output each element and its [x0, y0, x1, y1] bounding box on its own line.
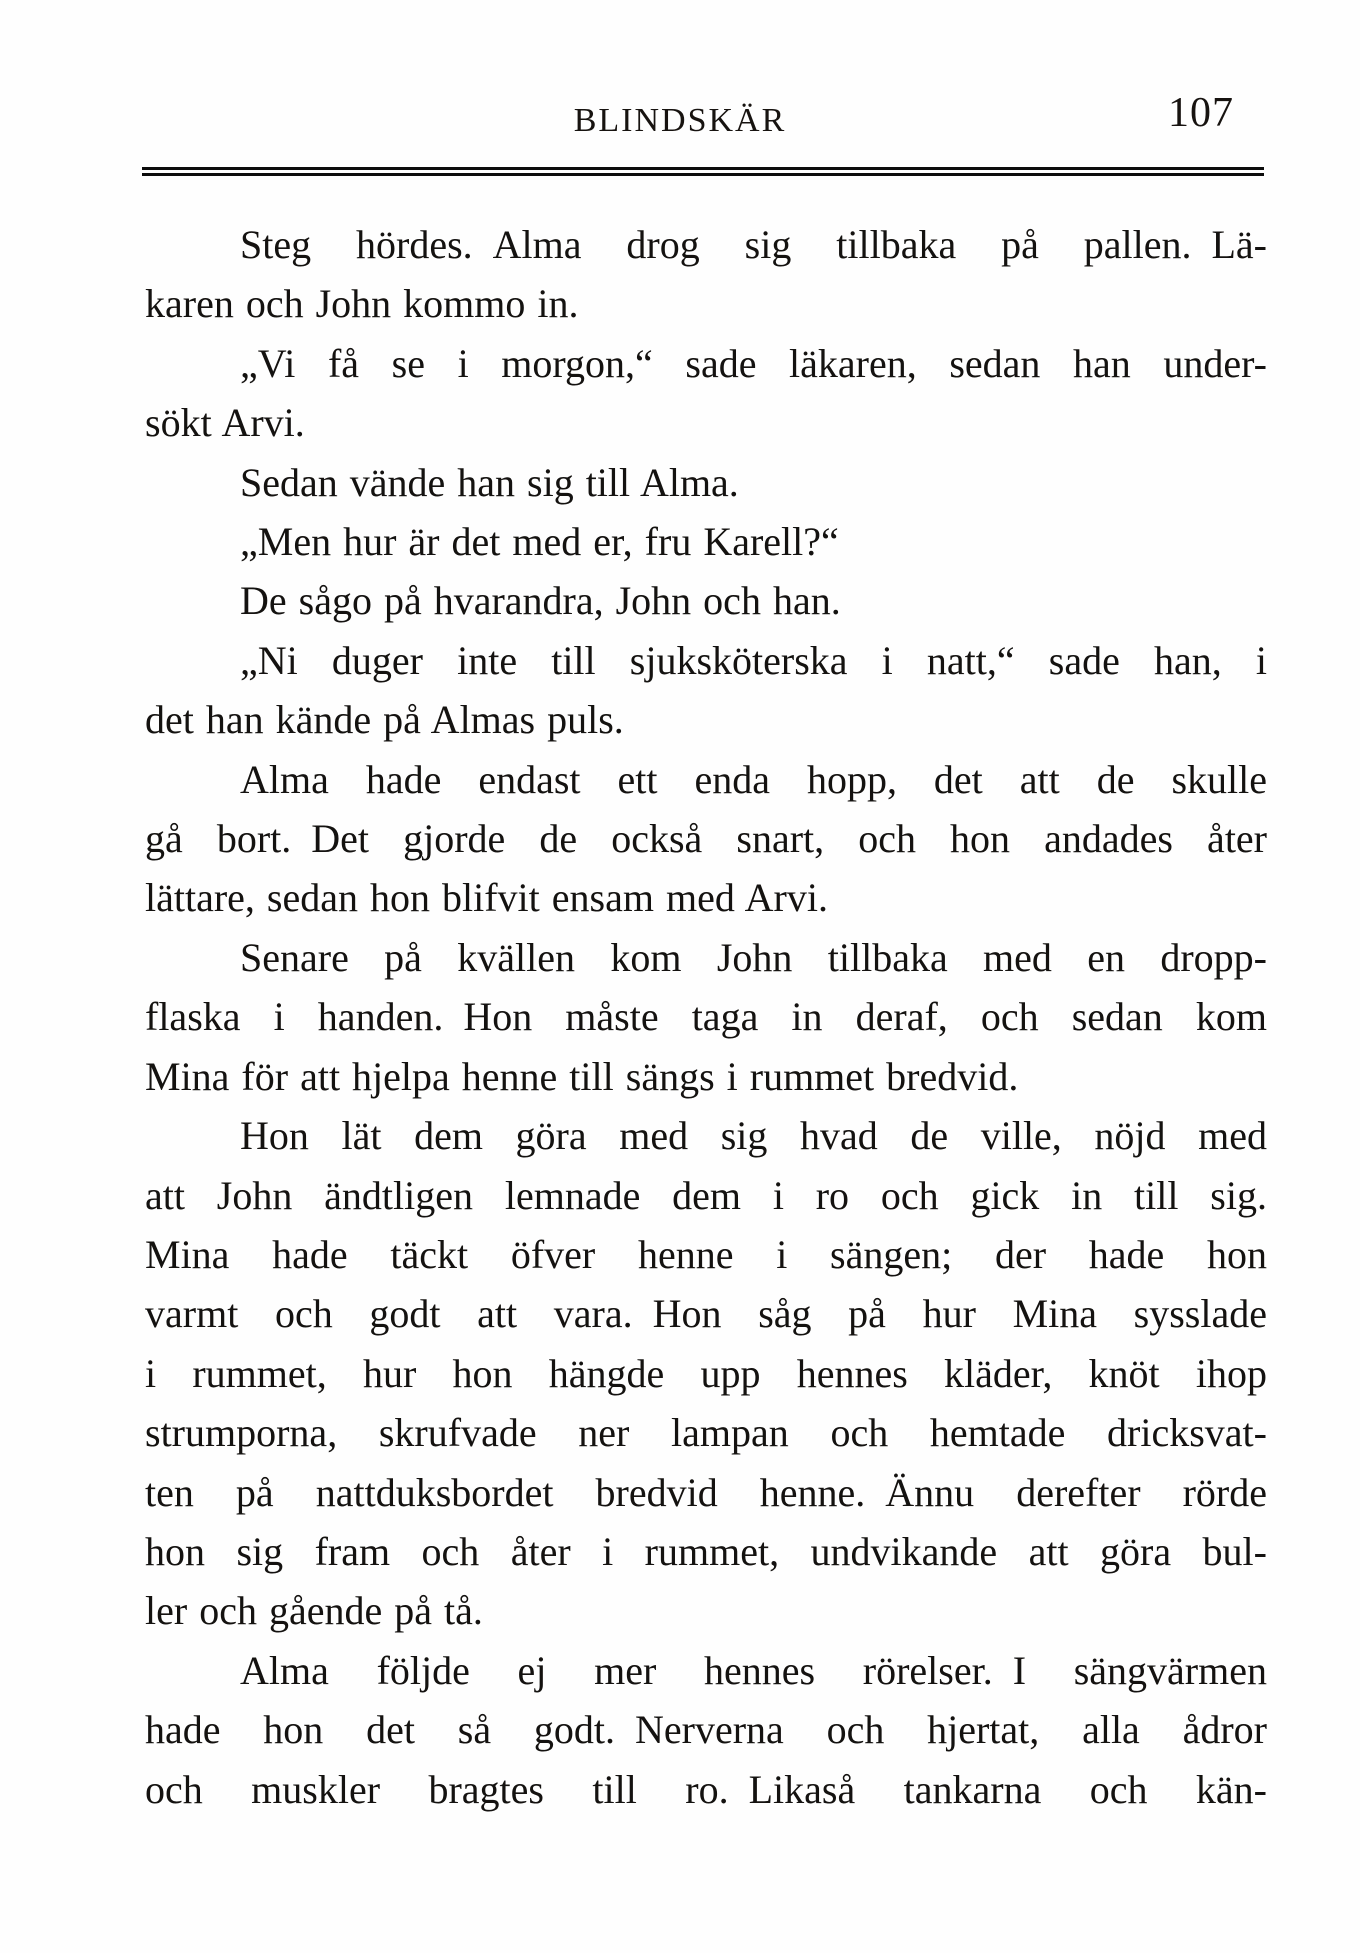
text-line: flaska i handen. Hon måste taga in deraf, och sedan kom [145, 994, 1267, 1040]
text-line: Mina hade täckt öfver henne i sängen; der hade hon [145, 1231, 1267, 1277]
text-line: Steg hördes. Alma drog sig tillbaka på pallen. Lä- [240, 222, 1267, 267]
text-line: Sedan vände han sig till Alma. [240, 459, 739, 505]
text-line: „Ni duger inte till sjuksköterska i natt,“ sade han, i [240, 637, 1267, 683]
text-line: De sågo på hvarandra, John och han. [240, 578, 841, 624]
text-line: Alma hade endast ett enda hopp, det att de skulle [240, 756, 1267, 802]
text-line: att John ändtligen lemnade dem i ro och gick in till sig. [145, 1172, 1267, 1218]
text-line: Mina för att hjelpa henne till sängs i rummet bredvid. [145, 1053, 1019, 1099]
text-line: det han kände på Almas puls. [145, 697, 624, 743]
text-line: och muskler bragtes till ro. Likaså tankarna och kän- [145, 1766, 1267, 1812]
text-line: Hon lät dem göra med sig hvad de ville, nöjd med [240, 1113, 1267, 1159]
text-line: varmt och godt att vara. Hon såg på hur Mina sysslade [145, 1291, 1267, 1337]
text-line: ten på nattduksbordet bredvid henne. Ännu derefter rörde [145, 1469, 1267, 1515]
text-line: hade hon det så godt. Nerverna och hjertat, alla ådror [145, 1707, 1267, 1753]
page-number: 107 [1168, 90, 1234, 136]
text-line: sökt Arvi. [145, 400, 305, 446]
text-line: karen och John kommo in. [145, 281, 579, 327]
text-line: „Men hur är det med er, fru Karell?“ [240, 519, 839, 565]
text-line: Alma följde ej mer hennes rörelser. I sängvärmen [240, 1647, 1267, 1693]
text-line: strumporna, skrufvade ner lampan och hemtade dricksvat- [145, 1410, 1267, 1456]
text-line: gå bort. Det gjorde de också snart, och hon andades åter [145, 816, 1267, 862]
text-line: i rummet, hur hon hängde upp hennes kläder, knöt ihop [145, 1350, 1267, 1396]
body-text [145, 215, 1267, 1819]
text-line: Senare på kvällen kom John tillbaka med en dropp- [240, 934, 1267, 980]
running-header-title: BLINDSKÄR [573, 102, 787, 139]
header-rule [142, 167, 1264, 176]
text-line: hon sig fram och åter i rummet, undvikande att göra bul- [145, 1528, 1267, 1574]
text-line: ler och gående på tå. [145, 1588, 483, 1634]
text-line: lättare, sedan hon blifvit ensam med Arvi. [145, 875, 828, 921]
text-line: „Vi få se i morgon,“ sade läkaren, sedan han under- [240, 340, 1267, 386]
